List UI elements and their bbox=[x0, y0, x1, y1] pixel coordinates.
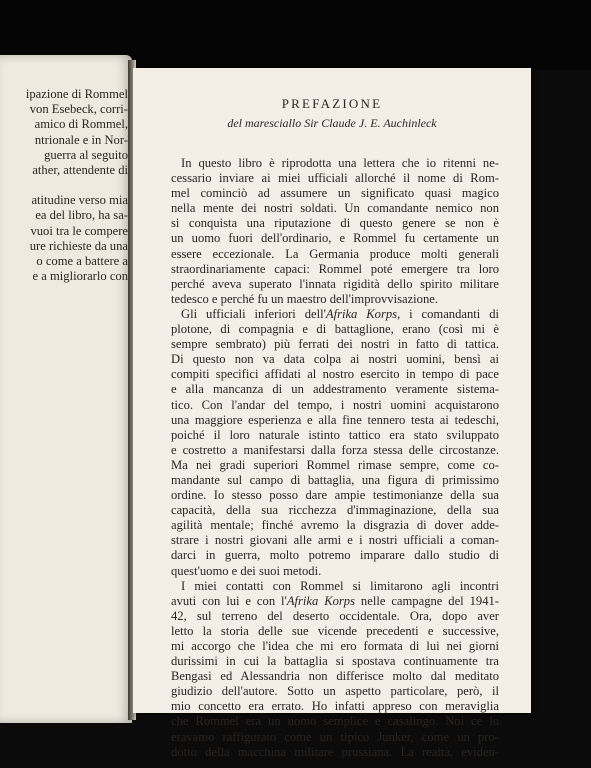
text-run: mi accorgo che l'idea che mi ero formata di lui nei giorni bbox=[171, 639, 499, 653]
paragraph-gap bbox=[0, 178, 128, 193]
text-run: durissimi in cui la battaglia si spostava continuamente tra bbox=[171, 654, 499, 669]
text-line bbox=[171, 564, 499, 579]
text-run: Gli ufficiali inferiori dell' bbox=[181, 306, 326, 321]
text-line bbox=[171, 277, 499, 292]
left-line: atitudine verso mia bbox=[31, 193, 128, 208]
text-line bbox=[171, 609, 499, 624]
text-line bbox=[171, 624, 499, 639]
right-page bbox=[133, 68, 531, 759]
text-line bbox=[171, 201, 499, 216]
text-line bbox=[171, 171, 499, 186]
text-line bbox=[171, 443, 499, 458]
text-run: cessario inviare ai miei ufficiali allorché il nome di Rom- bbox=[171, 171, 499, 186]
left-line: vuoi tra le compere bbox=[30, 223, 128, 238]
text-line bbox=[171, 292, 499, 307]
text-run: compiti specifici affidati al nostro esercito in tempo di pace bbox=[171, 367, 499, 382]
text-run: e alla mancanza di un addestramento veramente sistema- bbox=[171, 382, 499, 397]
text-line bbox=[171, 639, 499, 654]
text-run: capacità, della sua ricchezza d'immaginazione, della sua bbox=[171, 503, 499, 518]
left-line: ure richieste da una bbox=[29, 238, 128, 253]
text-run: che Rommel era un uomo semplice e casalingo. Noi ce lo bbox=[171, 714, 499, 729]
page-title: PREFAZIONE bbox=[281, 96, 383, 111]
text-run: mandante sul campo di battaglia, una figura di primissimo bbox=[171, 472, 499, 487]
text-line bbox=[171, 745, 499, 760]
text-line bbox=[171, 367, 499, 382]
text-run: Ma nei gradi superiori Rommel rimase sempre, come co- bbox=[171, 457, 499, 472]
text-run: , i comandanti di bbox=[397, 306, 499, 321]
text-line bbox=[171, 186, 499, 201]
text-line bbox=[171, 382, 499, 397]
text-line bbox=[171, 322, 499, 337]
text-run: tico. Con l'andar del tempo, i nostri uomini acquistarono bbox=[171, 397, 499, 412]
text-line bbox=[171, 398, 499, 413]
left-line: amico di Rommel, bbox=[34, 117, 128, 132]
left-line: o come a battere a bbox=[36, 254, 128, 269]
text-run: dotto della macchina militare prussiana. La realtà, eviden- bbox=[171, 744, 499, 759]
text-run: ordine. Io stesso posso dare ampie testimonianze della sua bbox=[171, 488, 499, 503]
text-line bbox=[171, 488, 499, 503]
left-line: ather, attendente di bbox=[32, 163, 128, 178]
text-run: In questo libro è riprodotta una lettera che io ritenni ne- bbox=[181, 156, 499, 170]
text-line bbox=[171, 548, 499, 563]
text-line bbox=[171, 307, 499, 322]
italic-run: Afrika Korps bbox=[286, 593, 356, 608]
text-run: mio concetto era errato. Ho infatti appreso con meraviglia bbox=[171, 699, 499, 714]
preface-body bbox=[171, 156, 499, 760]
text-run: plotone, di compagnia e di battaglione, erano (così mi è bbox=[171, 322, 499, 337]
text-run: darci in guerra, molto potremo imparare dallo studio di bbox=[171, 548, 499, 563]
text-line bbox=[171, 714, 499, 729]
text-line bbox=[171, 428, 499, 443]
text-line bbox=[171, 684, 499, 699]
text-line bbox=[171, 231, 499, 246]
text-run: mel cominciò ad assumere un significato quasi magico bbox=[171, 186, 499, 201]
text-line bbox=[171, 669, 499, 684]
text-line bbox=[171, 654, 499, 669]
text-run: una maggiore esperienza e alla fine tennero testa ai tedeschi, bbox=[171, 412, 499, 427]
text-run: giudizio dell'autore. Sotto un aspetto particolare, però, il bbox=[171, 684, 499, 699]
text-line bbox=[171, 352, 499, 367]
left-page bbox=[0, 55, 132, 723]
text-line bbox=[171, 156, 499, 171]
text-run: quest'uomo e dei suoi metodi. bbox=[171, 563, 322, 578]
text-run: strare i nostri giovani alle armi e i nostri ufficiali a coman- bbox=[171, 533, 499, 548]
text-line bbox=[171, 247, 499, 262]
page-subtitle: del maresciallo Sir Claude J. E. Auchinleck bbox=[227, 116, 437, 130]
text-run: perché aveva superato l'innata rigidità dello spirito militare bbox=[171, 276, 499, 291]
text-line bbox=[171, 518, 499, 533]
left-page-text bbox=[0, 87, 128, 284]
left-line: ntrionale e in Nor- bbox=[34, 132, 128, 147]
text-line bbox=[171, 699, 499, 714]
text-run: straordinariamente capaci: Rommel poté emergere tra loro bbox=[171, 261, 499, 276]
text-run: poiché il loro naturale istinto tattico era stato sviluppato bbox=[171, 427, 499, 442]
left-line: e a migliorarlo con bbox=[32, 269, 128, 284]
text-run: 42, sul terreno del deserto occidentale. Ora, dopo aver bbox=[171, 608, 499, 623]
text-line bbox=[171, 533, 499, 548]
text-run: eravamo raffigurato come un tipico Junker, come un pro- bbox=[171, 729, 499, 744]
text-run: un uomo fuori dell'ordinario, e Rommel fu certamente un bbox=[171, 231, 499, 246]
italic-run: Afrika Korps bbox=[325, 306, 398, 321]
left-line: ea del libro, ha sa- bbox=[35, 208, 128, 223]
text-run: tedesco e perché fu un maestro dell'improvvisazione. bbox=[171, 291, 438, 306]
text-run: Bengasi ed Alessandria non differisce molto dal meditato bbox=[171, 669, 499, 684]
text-line bbox=[171, 503, 499, 518]
text-line bbox=[171, 413, 499, 428]
left-line: ipazione di Rommel bbox=[25, 87, 128, 101]
text-run: si conquista una riputazione di questo genere se non è bbox=[171, 216, 499, 231]
left-line: guerra al seguito bbox=[44, 147, 128, 162]
text-line bbox=[171, 458, 499, 473]
text-run: nella mente dei nostri soldati. Un comandante nemico non bbox=[171, 201, 499, 216]
text-line bbox=[171, 473, 499, 488]
text-run: essere eccezionale. La Germania produce molti generali bbox=[171, 246, 499, 261]
text-line bbox=[171, 216, 499, 231]
text-run: agilità mentale; finché avremo la disgrazia di dover adde- bbox=[171, 518, 499, 533]
text-run: sempre sembrato) più ferrati dei nostri in fatto di tattica. bbox=[171, 337, 499, 352]
text-line bbox=[171, 594, 499, 609]
text-run: letto la storia delle sue vicende precedenti e successive, bbox=[171, 623, 499, 638]
text-line bbox=[171, 730, 499, 745]
text-run: Di questo non va data colpa ai nostri uomini, bensì ai bbox=[171, 352, 499, 367]
text-run: nelle campagne del 1941- bbox=[355, 593, 499, 608]
text-run: e costretto a manifestarsi dalla forza stessa delle circostanze. bbox=[171, 442, 499, 457]
text-run: avuti con lui e con l' bbox=[171, 593, 287, 608]
text-run: I miei contatti con Rommel si limitarono agli incontri bbox=[181, 578, 499, 593]
left-line: von Esebeck, corri- bbox=[29, 102, 128, 117]
text-line bbox=[171, 262, 499, 277]
text-line bbox=[171, 579, 499, 594]
text-line bbox=[171, 337, 499, 352]
